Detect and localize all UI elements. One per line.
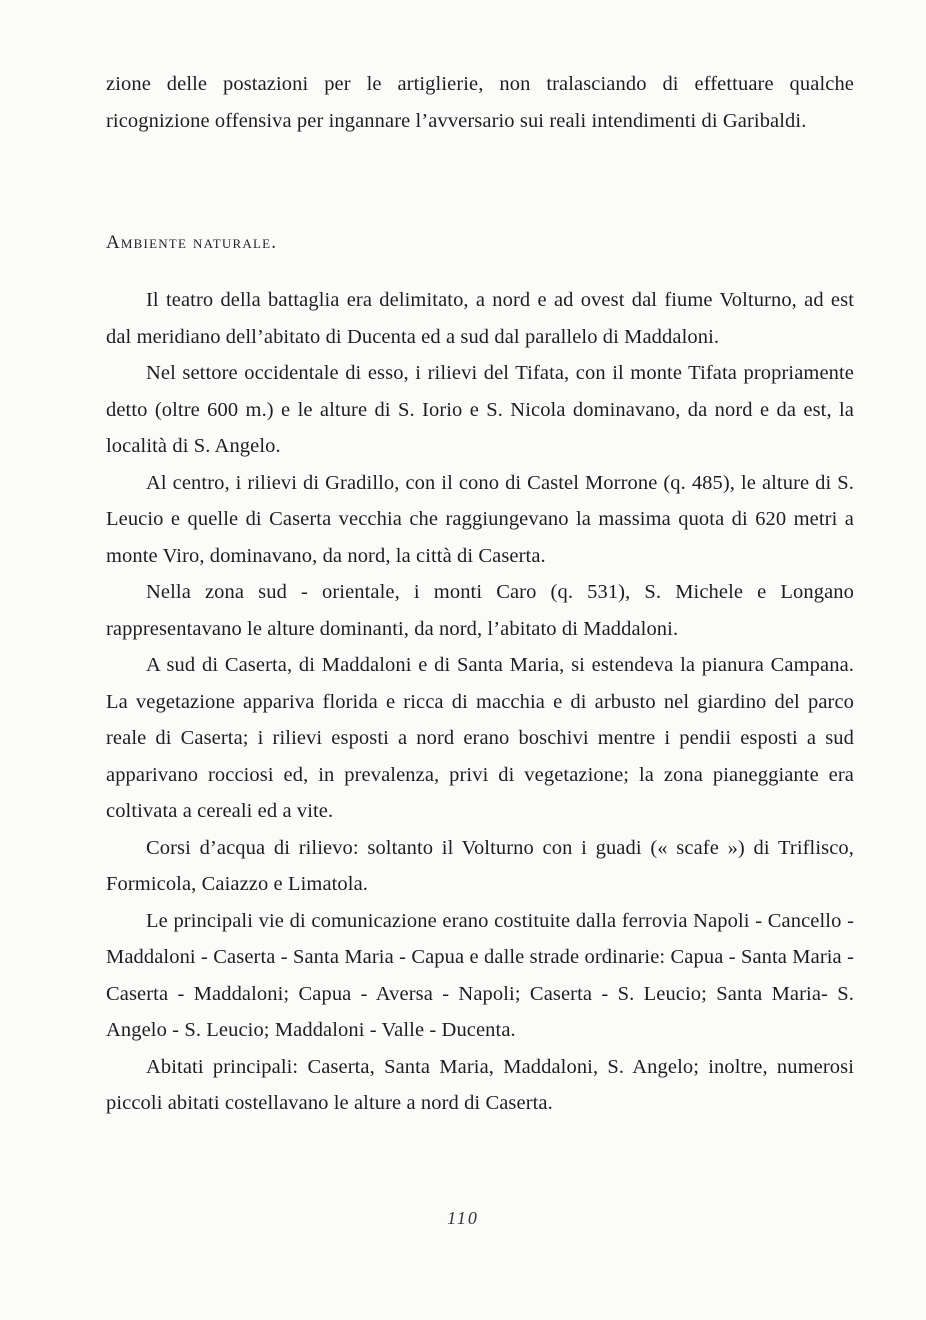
intro-text-block — [106, 66, 854, 139]
paragraph-waterways: Corsi d’acqua di rilievo: soltanto il Volturno con i guadi (« scafe ») di Triflisco, Formicola, Caiazzo e Limatola. — [106, 836, 854, 895]
paragraph-western-sector: Nel settore occidentale di esso, i rilievi del Tifata, con il monte Tifata propriamente detto (oltre 600 m.) e le alture di S. Iorio e S. Nicola dominavano, da nord e da est, la località di S. Angelo. — [106, 362, 854, 457]
paragraph-communications: Le principali vie di comunicazione erano costituite dalla ferrovia Napoli - Cancello - Maddaloni - Caserta - Santa Maria - Capua e dalle strade ordinarie: Capua - Santa Maria - Caserta - Maddaloni; Capua - Aversa - Napoli; Caserta - S. Leucio; Santa Maria- S. Angelo - S. Leucio; Maddaloni - Valle - Ducenta. — [106, 909, 854, 1041]
page-number: 110 — [447, 1208, 479, 1228]
body-text-block — [106, 282, 854, 1122]
paragraph-vegetation: A sud di Caserta, di Maddaloni e di Santa Maria, si estendeva la pianura Campana. La vegetazione appariva florida e ricca di macchia e di arbusto nel giardino del parco reale di Caserta; i rilievi esposti a nord erano boschivi mentre i pendii esposti a sud apparivano rocciosi ed, in prevalenza, privi di vegetazione; la zona pianeggiante era coltivata a cereali ed a vite. — [106, 654, 854, 822]
intro-paragraph: zione delle postazioni per le artiglierie, non tralasciando di effettuare qualche ricognizione offensiva per ingannare l’avversario sui reali intendimenti di Garibaldi. — [106, 73, 854, 132]
paragraph-center: Al centro, i rilievi di Gradillo, con il cono di Castel Morrone (q. 485), le alture di S. Leucio e quelle di Caserta vecchia che raggiungevano la massima quota di 620 metri a monte Viro, dominavano, da nord, la città di Caserta. — [106, 471, 854, 567]
section-heading: Ambiente naturale. — [106, 232, 278, 253]
paragraph-south-east: Nella zona sud - orientale, i monti Caro (q. 531), S. Michele e Longano rappresentavano le alture dominanti, da nord, l’abitato di Maddaloni. — [106, 581, 854, 640]
paragraph-settlements: Abitati principali: Caserta, Santa Maria, Maddaloni, S. Angelo; inoltre, numerosi piccoli abitati costellavano le alture a nord di Caserta. — [106, 1055, 854, 1114]
paragraph-boundaries: Il teatro della battaglia era delimitato, a nord e ad ovest dal fiume Volturno, ad est dal meridiano dell’abitato di Ducenta ed a sud dal parallelo di Maddaloni. — [106, 289, 854, 348]
